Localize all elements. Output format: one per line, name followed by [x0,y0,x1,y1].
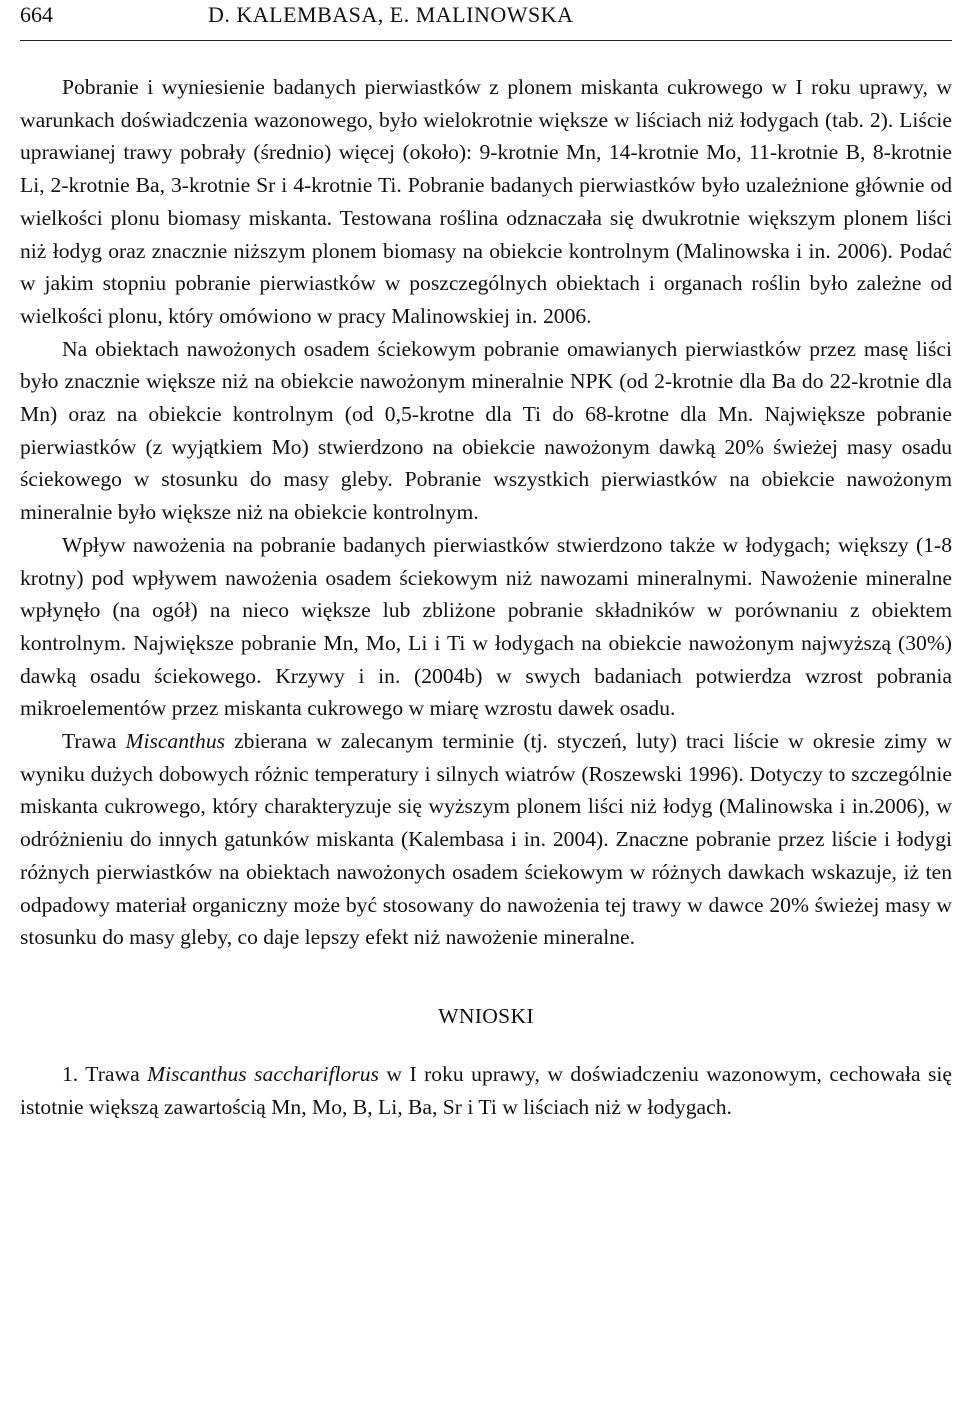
paragraph [20,333,952,529]
paragraph [20,529,952,725]
text-run: 1. Trawa [62,1061,148,1086]
page-number: 664 [20,2,53,27]
text-run: Wpływ nawożenia na pobranie badanych pierwiastków stwierdzono także w łodygach; większy (1-8 krotny) pod wpływem nawożenia osadem ściekowym niż nawozami mineralnymi. Nawożenie mineralne wpłynęło (na ogół) na nieco większe lub zbliżone pobranie składników w porównaniu z obiektem kontrolnym. Największe pobranie Mn, Mo, Li i Ti w łodygach na obiekcie nawożonym najwyższą (30%) dawką osadu ściekowego. Krzywy i in. (2004b) w swych badaniach potwierdza wzrost pobrania mikroelementów przez miskanta cukrowego w miarę wzrostu dawek osadu. [20,532,952,721]
text-run: zbierana w zalecanym terminie (tj. styczeń, luty) traci liście w okresie zimy w wyniku dużych dobowych różnic temperatury i silnych wiatrów (Roszewski 1996). Dotyczy to szczególnie miskanta cukrowego, który charakteryzuje się wyższym plonem liści niż łodyg (Malinowska i in.2006), w odróżnieniu do innych gatunków miskanta (Kalembasa i in. 2004). Znaczne pobranie przez liście i łodygi różnych pierwiastków na obiektach nawożonych osadem ściekowym w różnych dawkach wskazuje, iż ten odpadowy materiał organiczny może być stosowany do nawożenia tej trawy w dawce 20% świeżej masy w stosunku do masy gleby, co daje lepszy efekt niż nawożenie mineralne. [20,729,952,950]
conclusion-item [20,1058,952,1123]
page-header [20,0,952,41]
section-heading-conclusions: WNIOSKI [438,1003,534,1028]
italic-text: Miscanthus [125,729,226,754]
italic-text: Miscanthus sacchariflorus [147,1061,379,1086]
text-run: Trawa [62,729,126,754]
page [20,0,952,1405]
text-run: Na obiektach nawożonych osadem ściekowym pobranie omawianych pierwiastków przez masę liści było znacznie większe niż na obiekcie nawożonym mineralnie NPK (od 2-krotnie dla Ba do 22-krotnie dla Mn) oraz na obiekcie kontrolnym (od 0,5-krotne dla Ti do 68-krotne dla Mn. Największe pobranie pierwiastków (z wyjątkiem Mo) stwierdzono na obiekcie nawożonym dawką 20% świeżej masy osadu ściekowego w stosunku do masy gleby. Pobranie wszystkich pierwiastków na obiekcie nawożonym mineralnie było większe niż na obiekcie kontrolnym. [20,336,952,525]
running-head: D. KALEMBASA, E. MALINOWSKA [208,2,574,27]
text-run: w I roku uprawy, w doświadczeniu wazonowym, cechowała się istotnie większą zawartością Mn, Mo, B, Li, Ba, Sr i Ti w liściach niż w łodygach. [20,1061,952,1119]
paragraph [20,71,952,333]
text-run: Pobranie i wyniesienie badanych pierwiastków z plonem miskanta cukrowego w I roku uprawy, w warunkach doświadczenia wazonowego, było wielokrotnie większe w liściach niż łodygach (tab. 2). Liście uprawianej trawy pobrały (średnio) więcej (około): 9-krotnie Mn, 14-krotnie Mo, 11-krotnie B, 8-krotnie Li, 2-krotnie Ba, 3-krotnie Sr i 4-krotnie Ti. Pobranie badanych pierwiastków było uzależnione głównie od wielkości plonu biomasy miskanta. Testowana roślina odznaczała się dwukrotnie większym plonem liści niż łodyg oraz znacznie niższym plonem biomasy na obiekcie kontrolnym (Malinowska i in. 2006). Podać w jakim stopniu pobranie pierwiastków w poszczególnych obiektach i organach roślin było zależne od wielkości plonu, który omówiono w pracy Malinowskiej in. 2006. [20,75,952,328]
body-text [20,71,952,1123]
paragraph [20,725,952,954]
